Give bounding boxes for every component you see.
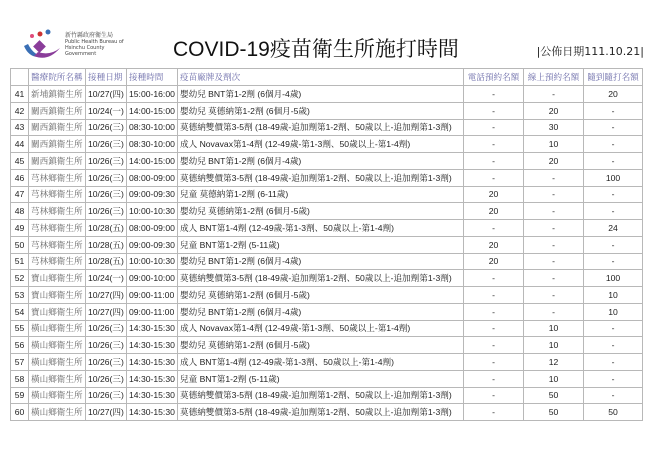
row-number: 59: [11, 387, 29, 404]
health-bureau-logo: [20, 25, 130, 65]
vaccine-description: 嬰幼兒 莫德納第1-2劑 (6個月-5歲): [178, 287, 464, 304]
clinic-name: 關西鎮衛生所: [29, 136, 86, 153]
clinic-name: 芎林鄉衛生所: [29, 253, 86, 270]
walkin-quota: 20: [584, 86, 643, 103]
table-row: [11, 236, 643, 253]
row-number: 47: [11, 186, 29, 203]
table-row: [11, 220, 643, 237]
vaccination-time: 14:30-15:30: [127, 387, 178, 404]
clinic-name: 關西鎮衛生所: [29, 102, 86, 119]
walkin-quota: -: [584, 186, 643, 203]
walkin-quota: -: [584, 119, 643, 136]
vaccination-date: 10/24(一): [86, 270, 127, 287]
logo-text-zh: 新竹縣政府衛生局: [65, 32, 114, 39]
clinic-name: 芎林鄉衛生所: [29, 236, 86, 253]
table-row: [11, 136, 643, 153]
clinic-name: 寶山鄉衛生所: [29, 270, 86, 287]
clinic-name: 芎林鄉衛生所: [29, 186, 86, 203]
vaccination-date: 10/26(三): [86, 186, 127, 203]
vaccine-description: 嬰幼兒 BNT第1-2劑 (6個月-4歲): [178, 153, 464, 170]
table-row: [11, 303, 643, 320]
header-col-walkin-quota: 隨到隨打名額: [584, 69, 643, 86]
vaccination-date: 10/26(三): [86, 354, 127, 371]
table-row: [11, 169, 643, 186]
vaccine-description: 嬰幼兒 莫德納第1-2劑 (6個月-5歲): [178, 102, 464, 119]
online-quota: 10: [524, 337, 584, 354]
online-quota: 50: [524, 404, 584, 421]
clinic-name: 關西鎮衛生所: [29, 153, 86, 170]
header-col-date: 接種日期: [86, 69, 127, 86]
phone-quota: -: [464, 119, 524, 136]
vaccine-description: 成人 Novavax第1-4劑 (12-49歲-第1-3劑、50歲以上-第1-4劑): [178, 320, 464, 337]
online-quota: -: [524, 86, 584, 103]
walkin-quota: 10: [584, 287, 643, 304]
walkin-quota: -: [584, 153, 643, 170]
header-col-index: [11, 69, 29, 86]
walkin-quota: -: [584, 136, 643, 153]
clinic-name: 橫山鄉衛生所: [29, 320, 86, 337]
vaccination-time: 14:00-15:00: [127, 102, 178, 119]
vaccination-time: 10:00-10:30: [127, 253, 178, 270]
row-number: 51: [11, 253, 29, 270]
vaccination-time: 09:00-11:00: [127, 303, 178, 320]
clinic-name: 寶山鄉衛生所: [29, 287, 86, 304]
logo-text-en: Public Health Bureau of Hsinchu County Government: [65, 39, 124, 57]
vaccination-time: 09:00-09:30: [127, 236, 178, 253]
vaccination-date: 10/28(五): [86, 253, 127, 270]
vaccination-date: 10/26(三): [86, 203, 127, 220]
row-number: 60: [11, 404, 29, 421]
table-row: [11, 86, 643, 103]
vaccination-time: 14:30-15:30: [127, 320, 178, 337]
vaccination-date: 10/27(四): [86, 303, 127, 320]
online-quota: -: [524, 303, 584, 320]
table-row: [11, 203, 643, 220]
phone-quota: 20: [464, 203, 524, 220]
header-col-online-quota: 線上預約名額: [524, 69, 584, 86]
vaccination-schedule-table: [10, 68, 643, 421]
vaccination-time: 14:30-15:30: [127, 370, 178, 387]
vaccination-date: 10/26(三): [86, 136, 127, 153]
vaccine-description: 成人 Novavax第1-4劑 (12-49歲-第1-3劑、50歲以上-第1-4劑): [178, 136, 464, 153]
walkin-quota: -: [584, 102, 643, 119]
vaccination-date: 10/26(三): [86, 387, 127, 404]
vaccination-time: 09:00-11:00: [127, 287, 178, 304]
phone-quota: -: [464, 136, 524, 153]
clinic-name: 芎林鄉衛生所: [29, 203, 86, 220]
table-row: [11, 153, 643, 170]
vaccine-description: 莫德納雙價第3-5劑 (18-49歲-追加劑第1-2劑、50歲以上-追加劑第1-3劑): [178, 270, 464, 287]
phone-quota: -: [464, 404, 524, 421]
clinic-name: 芎林鄉衛生所: [29, 169, 86, 186]
vaccination-date: 10/28(五): [86, 236, 127, 253]
clinic-name: 橫山鄉衛生所: [29, 370, 86, 387]
vaccination-time: 09:00-10:00: [127, 270, 178, 287]
walkin-quota: -: [584, 370, 643, 387]
clinic-name: 橫山鄉衛生所: [29, 337, 86, 354]
phone-quota: -: [464, 303, 524, 320]
phone-quota: 20: [464, 186, 524, 203]
clinic-name: 橫山鄉衛生所: [29, 354, 86, 371]
row-number: 58: [11, 370, 29, 387]
table-row: [11, 404, 643, 421]
phone-quota: -: [464, 86, 524, 103]
vaccination-time: 14:30-15:30: [127, 404, 178, 421]
vaccination-time: 14:00-15:00: [127, 153, 178, 170]
table-row: [11, 270, 643, 287]
walkin-quota: -: [584, 337, 643, 354]
clinic-name: 關西鎮衛生所: [29, 119, 86, 136]
online-quota: 10: [524, 136, 584, 153]
walkin-quota: 100: [584, 169, 643, 186]
phone-quota: -: [464, 102, 524, 119]
vaccination-date: 10/27(四): [86, 86, 127, 103]
walkin-quota: -: [584, 203, 643, 220]
online-quota: 20: [524, 102, 584, 119]
table-row: [11, 186, 643, 203]
vaccine-description: 嬰幼兒 BNT第1-2劑 (6個月-4歲): [178, 86, 464, 103]
online-quota: 10: [524, 320, 584, 337]
online-quota: -: [524, 220, 584, 237]
table-row: [11, 354, 643, 371]
walkin-quota: -: [584, 236, 643, 253]
phone-quota: -: [464, 370, 524, 387]
table-row: [11, 287, 643, 304]
phone-quota: -: [464, 169, 524, 186]
vaccine-description: 莫德納雙價第3-5劑 (18-49歲-追加劑第1-2劑、50歲以上-追加劑第1-3劑): [178, 404, 464, 421]
online-quota: -: [524, 253, 584, 270]
vaccine-description: 成人 BNT第1-4劑 (12-49歲-第1-3劑、50歲以上-第1-4劑): [178, 354, 464, 371]
walkin-quota: 10: [584, 303, 643, 320]
vaccination-time: 08:30-10:00: [127, 119, 178, 136]
vaccination-time: 09:00-09:30: [127, 186, 178, 203]
row-number: 45: [11, 153, 29, 170]
vaccination-time: 14:30-15:30: [127, 354, 178, 371]
row-number: 53: [11, 287, 29, 304]
table-header-row: [11, 69, 643, 86]
table-row: [11, 370, 643, 387]
row-number: 48: [11, 203, 29, 220]
online-quota: -: [524, 270, 584, 287]
walkin-quota: -: [584, 387, 643, 404]
vaccine-description: 嬰幼兒 BNT第1-2劑 (6個月-4歲): [178, 253, 464, 270]
walkin-quota: -: [584, 320, 643, 337]
vaccination-date: 10/24(一): [86, 102, 127, 119]
logo-emblem-icon: [20, 26, 62, 64]
row-number: 55: [11, 320, 29, 337]
table-row: [11, 387, 643, 404]
vaccination-time: 08:30-10:00: [127, 136, 178, 153]
page-title: COVID-19疫苗衛生所施打時間: [173, 38, 459, 61]
walkin-quota: 50: [584, 404, 643, 421]
vaccine-description: 莫德納雙價第3-5劑 (18-49歲-追加劑第1-2劑、50歲以上-追加劑第1-3劑): [178, 387, 464, 404]
vaccination-date: 10/26(三): [86, 320, 127, 337]
vaccination-date: 10/26(三): [86, 337, 127, 354]
online-quota: -: [524, 236, 584, 253]
vaccination-time: 14:30-15:30: [127, 337, 178, 354]
vaccination-time: 10:00-10:30: [127, 203, 178, 220]
vaccine-description: 成人 BNT第1-4劑 (12-49歲-第1-3劑、50歲以上-第1-4劑): [178, 220, 464, 237]
online-quota: -: [524, 186, 584, 203]
vaccination-date: 10/28(五): [86, 220, 127, 237]
row-number: 49: [11, 220, 29, 237]
phone-quota: -: [464, 220, 524, 237]
table-row: [11, 253, 643, 270]
phone-quota: -: [464, 354, 524, 371]
row-number: 43: [11, 119, 29, 136]
online-quota: -: [524, 203, 584, 220]
vaccination-time: 15:00-16:00: [127, 86, 178, 103]
phone-quota: -: [464, 287, 524, 304]
phone-quota: -: [464, 387, 524, 404]
phone-quota: 20: [464, 236, 524, 253]
table-row: [11, 102, 643, 119]
walkin-quota: 24: [584, 220, 643, 237]
online-quota: 50: [524, 387, 584, 404]
row-number: 54: [11, 303, 29, 320]
row-number: 46: [11, 169, 29, 186]
vaccine-description: 莫德納雙價第3-5劑 (18-49歲-追加劑第1-2劑、50歲以上-追加劑第1-3劑): [178, 119, 464, 136]
vaccine-description: 兒童 莫德納第1-2劑 (6-11歲): [178, 186, 464, 203]
walkin-quota: 100: [584, 270, 643, 287]
vaccine-description: 嬰幼兒 莫德納第1-2劑 (6個月-5歲): [178, 337, 464, 354]
row-number: 44: [11, 136, 29, 153]
table-row: [11, 320, 643, 337]
table-row: [11, 337, 643, 354]
online-quota: -: [524, 287, 584, 304]
vaccine-description: 兒童 BNT第1-2劑 (5-11歲): [178, 370, 464, 387]
vaccination-date: 10/27(四): [86, 287, 127, 304]
header-col-time: 接種時間: [127, 69, 178, 86]
row-number: 42: [11, 102, 29, 119]
table-row: [11, 119, 643, 136]
clinic-name: 芎林鄉衛生所: [29, 220, 86, 237]
phone-quota: 20: [464, 253, 524, 270]
header-col-vaccine: 疫苗廠牌及劑次: [178, 69, 464, 86]
row-number: 41: [11, 86, 29, 103]
walkin-quota: -: [584, 354, 643, 371]
vaccine-description: 嬰幼兒 BNT第1-2劑 (6個月-4歲): [178, 303, 464, 320]
clinic-name: 橫山鄉衛生所: [29, 387, 86, 404]
vaccination-time: 08:00-09:00: [127, 169, 178, 186]
online-quota: 20: [524, 153, 584, 170]
vaccine-description: 莫德納雙價第3-5劑 (18-49歲-追加劑第1-2劑、50歲以上-追加劑第1-3劑): [178, 169, 464, 186]
online-quota: 12: [524, 354, 584, 371]
phone-quota: -: [464, 337, 524, 354]
row-number: 56: [11, 337, 29, 354]
row-number: 50: [11, 236, 29, 253]
vaccination-date: 10/26(三): [86, 370, 127, 387]
vaccination-date: 10/26(三): [86, 169, 127, 186]
vaccination-date: 10/26(三): [86, 153, 127, 170]
vaccine-description: 兒童 BNT第1-2劑 (5-11歲): [178, 236, 464, 253]
phone-quota: -: [464, 270, 524, 287]
phone-quota: -: [464, 153, 524, 170]
row-number: 57: [11, 354, 29, 371]
online-quota: 10: [524, 370, 584, 387]
walkin-quota: -: [584, 253, 643, 270]
header-col-clinic-name: 醫療院所名稱: [29, 69, 86, 86]
row-number: 52: [11, 270, 29, 287]
publish-date: |公佈日期111.10.21|: [536, 45, 644, 58]
clinic-name: 寶山鄉衛生所: [29, 303, 86, 320]
vaccine-description: 嬰幼兒 莫德納第1-2劑 (6個月-5歲): [178, 203, 464, 220]
phone-quota: -: [464, 320, 524, 337]
vaccination-time: 08:00-09:00: [127, 220, 178, 237]
clinic-name: 新埔鎮衛生所: [29, 86, 86, 103]
header-col-phone-quota: 電話預約名額: [464, 69, 524, 86]
clinic-name: 橫山鄉衛生所: [29, 404, 86, 421]
vaccination-date: 10/27(四): [86, 404, 127, 421]
online-quota: -: [524, 169, 584, 186]
online-quota: 30: [524, 119, 584, 136]
vaccination-date: 10/26(三): [86, 119, 127, 136]
